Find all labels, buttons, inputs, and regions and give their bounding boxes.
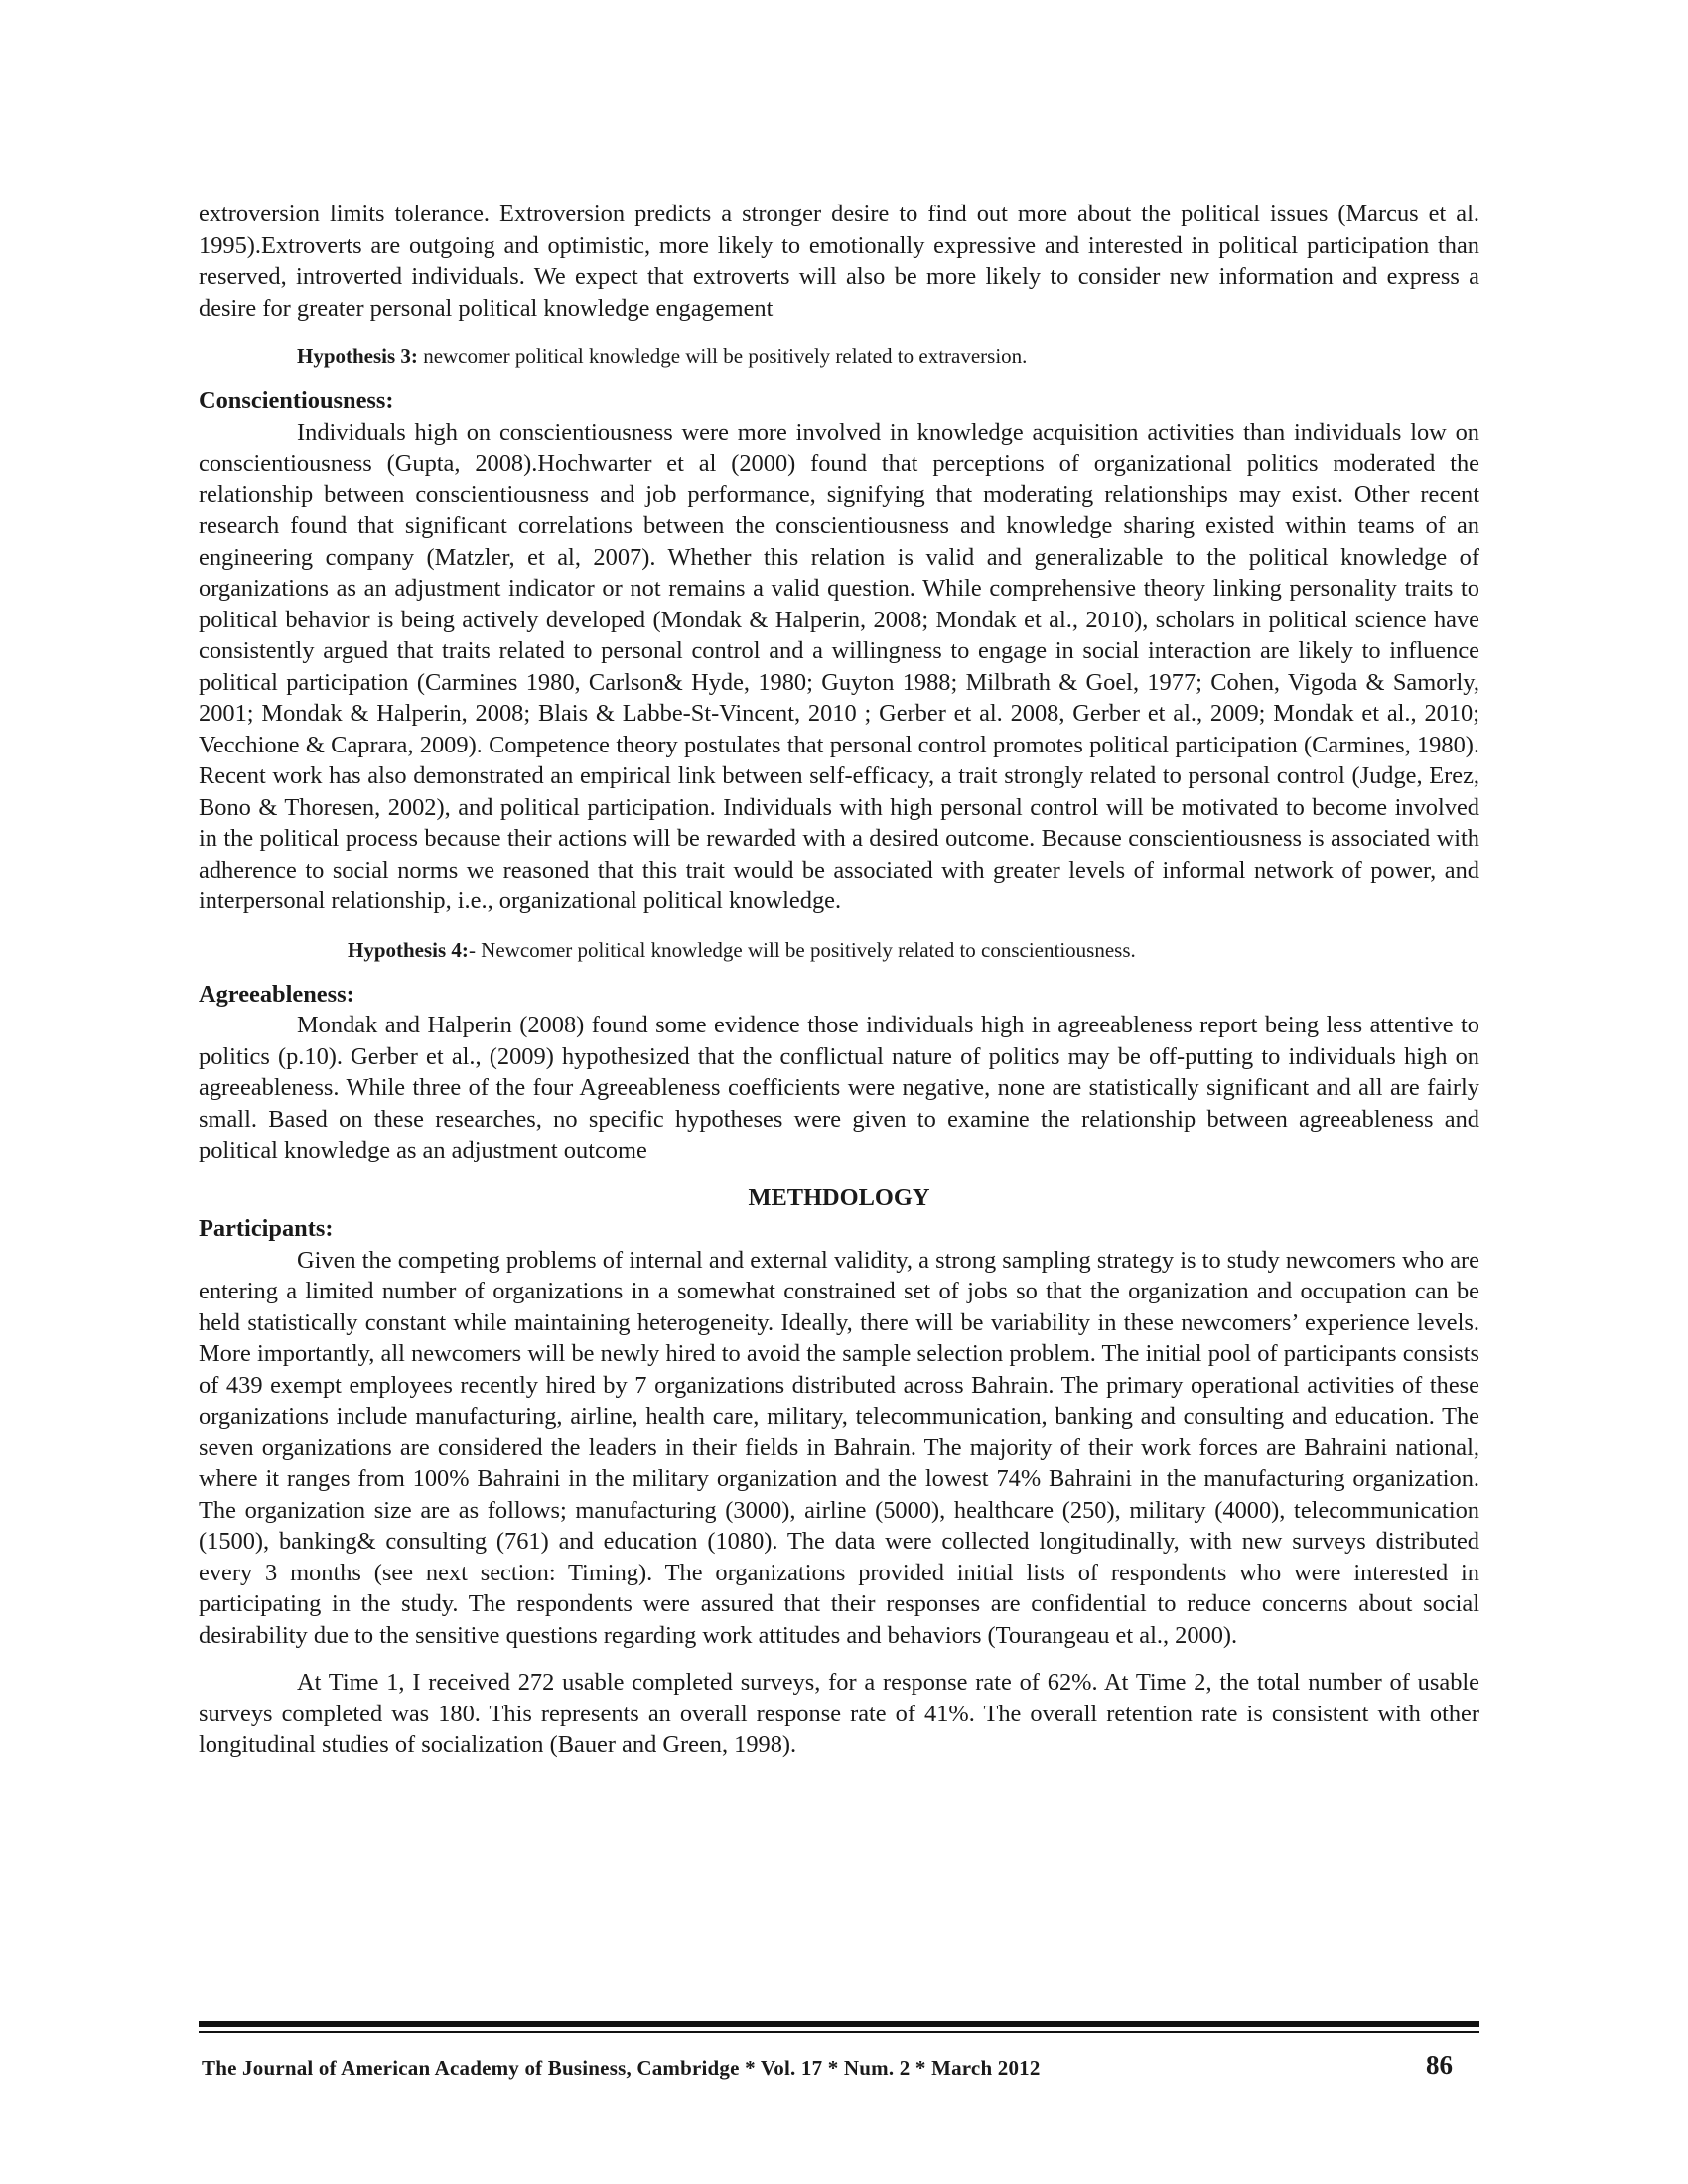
- hypothesis-4: [199, 936, 1479, 964]
- footer-divider: [199, 2021, 1479, 2033]
- page-content: [199, 199, 1479, 1761]
- paragraph-participants: Given the competing problems of internal and external validity, a strong sampling strategy is to study newcomers who are entering a limited number of organizations in a somewhat constrained set of jobs so that the organization and occupation can be held statistically constant while maintaining heterogeneity. Ideally, there will be variability in these newcomers’ experience levels. More importantly, all newcomers will be newly hired to avoid the sample selection problem. The initial pool of participants consists of 439 exempt employees recently hired by 7 organizations distributed across Bahrain. The primary operational activities of these organizations include manufacturing, airline, health care, military, telecommunication, banking and consulting and education. The seven organizations are considered the leaders in their fields in Bahrain. The majority of their work forces are Bahraini national, where it ranges from 100% Bahraini in the military organization and the lowest 74% Bahraini in the manufacturing organization. The organization size are as follows; manufacturing (3000), airline (5000), healthcare (250), military (4000), telecommunication (1500), banking& consulting (761) and education (1080). The data were collected longitudinally, with new surveys distributed every 3 months (see next section: Timing). The organizations provided initial lists of respondents who were interested in participating in the study. The respondents were assured that their responses are confidential to reduce concerns about social desirability due to the sensitive questions regarding work attitudes and behaviors (Tourangeau et al., 2000).: [199, 1246, 1479, 1649]
- agreeableness-heading: Agreeableness:: [199, 980, 354, 1008]
- hypothesis-3: [199, 342, 1479, 370]
- methodology-heading: METHDOLOGY: [748, 1183, 930, 1211]
- conscientiousness-heading: Conscientiousness:: [199, 387, 394, 414]
- participants-heading: Participants:: [199, 1215, 334, 1242]
- hypothesis-4-text: - Newcomer political knowledge will be positively related to conscientiousness.: [468, 937, 1136, 962]
- paragraph-response-rate: At Time 1, I received 272 usable completed surveys, for a response rate of 62%. At Time 2, the total number of usable surveys completed was 180. This represents an overall response rate of 41%. The overall retention rate is consistent with other longitudinal studies of socialization (Bauer and Green, 1998).: [199, 1669, 1479, 1758]
- page-number: 86: [1426, 2050, 1453, 2080]
- paragraph-extroversion: extroversion limits tolerance. Extroversion predicts a stronger desire to find out more about the political issues (Marcus et al. 1995).Extroverts are outgoing and optimistic, more likely to emotionally expressive and interested in political participation than reserved, introverted individuals. We expect that extroverts will also be more likely to consider new information and express a desire for greater personal political knowledge engagement: [199, 201, 1479, 322]
- paragraph-agreeableness: Mondak and Halperin (2008) found some evidence those individuals high in agreeableness report being less attentive to politics (p.10). Gerber et al., (2009) hypothesized that the conflictual nature of politics may be off-putting to individuals high on agreeableness. While three of the four Agreeableness coefficients were negative, none are statistically significant and all are fairly small. Based on these researches, no specific hypotheses were given to examine the relationship between agreeableness and political knowledge as an adjustment outcome: [199, 1012, 1479, 1163]
- hypothesis-3-label: Hypothesis 3:: [297, 344, 418, 368]
- hypothesis-4-label: Hypothesis 4:: [348, 937, 469, 962]
- footer-journal-citation: The Journal of American Academy of Business, Cambridge * Vol. 17 * Num. 2 * March 2012: [202, 2056, 1041, 2080]
- hypothesis-3-text: newcomer political knowledge will be positively related to extraversion.: [417, 344, 1028, 368]
- paragraph-conscientiousness: Individuals high on conscientiousness were more involved in knowledge acquisition activities than individuals low on conscientiousness (Gupta, 2008).Hochwarter et al (2000) found that perceptions of organizational politics moderated the relationship between conscientiousness and job performance, signifying that moderating relationships may exist. Other recent research found that significant correlations between the conscientiousness and knowledge sharing existed within teams of an engineering company (Matzler, et al, 2007). Whether this relation is valid and generalizable to the political knowledge of organizations as an adjustment indicator or not remains a valid question. While comprehensive theory linking personality traits to political behavior is being actively developed (Mondak & Halperin, 2008; Mondak et al., 2010), scholars in political science have consistently argued that traits related to personal control and a willingness to engage in social interaction are likely to influence political participation (Carmines 1980, Carlson& Hyde, 1980; Guyton 1988; Milbrath & Goel, 1977; Cohen, Vigoda & Samorly, 2001; Mondak & Halperin, 2008; Blais & Labbe-St-Vincent, 2010 ; Gerber et al. 2008, Gerber et al., 2009; Mondak et al., 2010; Vecchione & Caprara, 2009). Competence theory postulates that personal control promotes political participation (Carmines, 1980). Recent work has also demonstrated an empirical link between self-efficacy, a trait strongly related to personal control (Judge, Erez, Bono & Thoresen, 2002), and political participation. Individuals with high personal control will be motivated to become involved in the political process because their actions will be rewarded with a desired outcome. Because conscientiousness is associated with adherence to social norms we reasoned that this trait would be associated with greater levels of informal network of power, and interpersonal relationship, i.e., organizational political knowledge.: [199, 418, 1479, 914]
